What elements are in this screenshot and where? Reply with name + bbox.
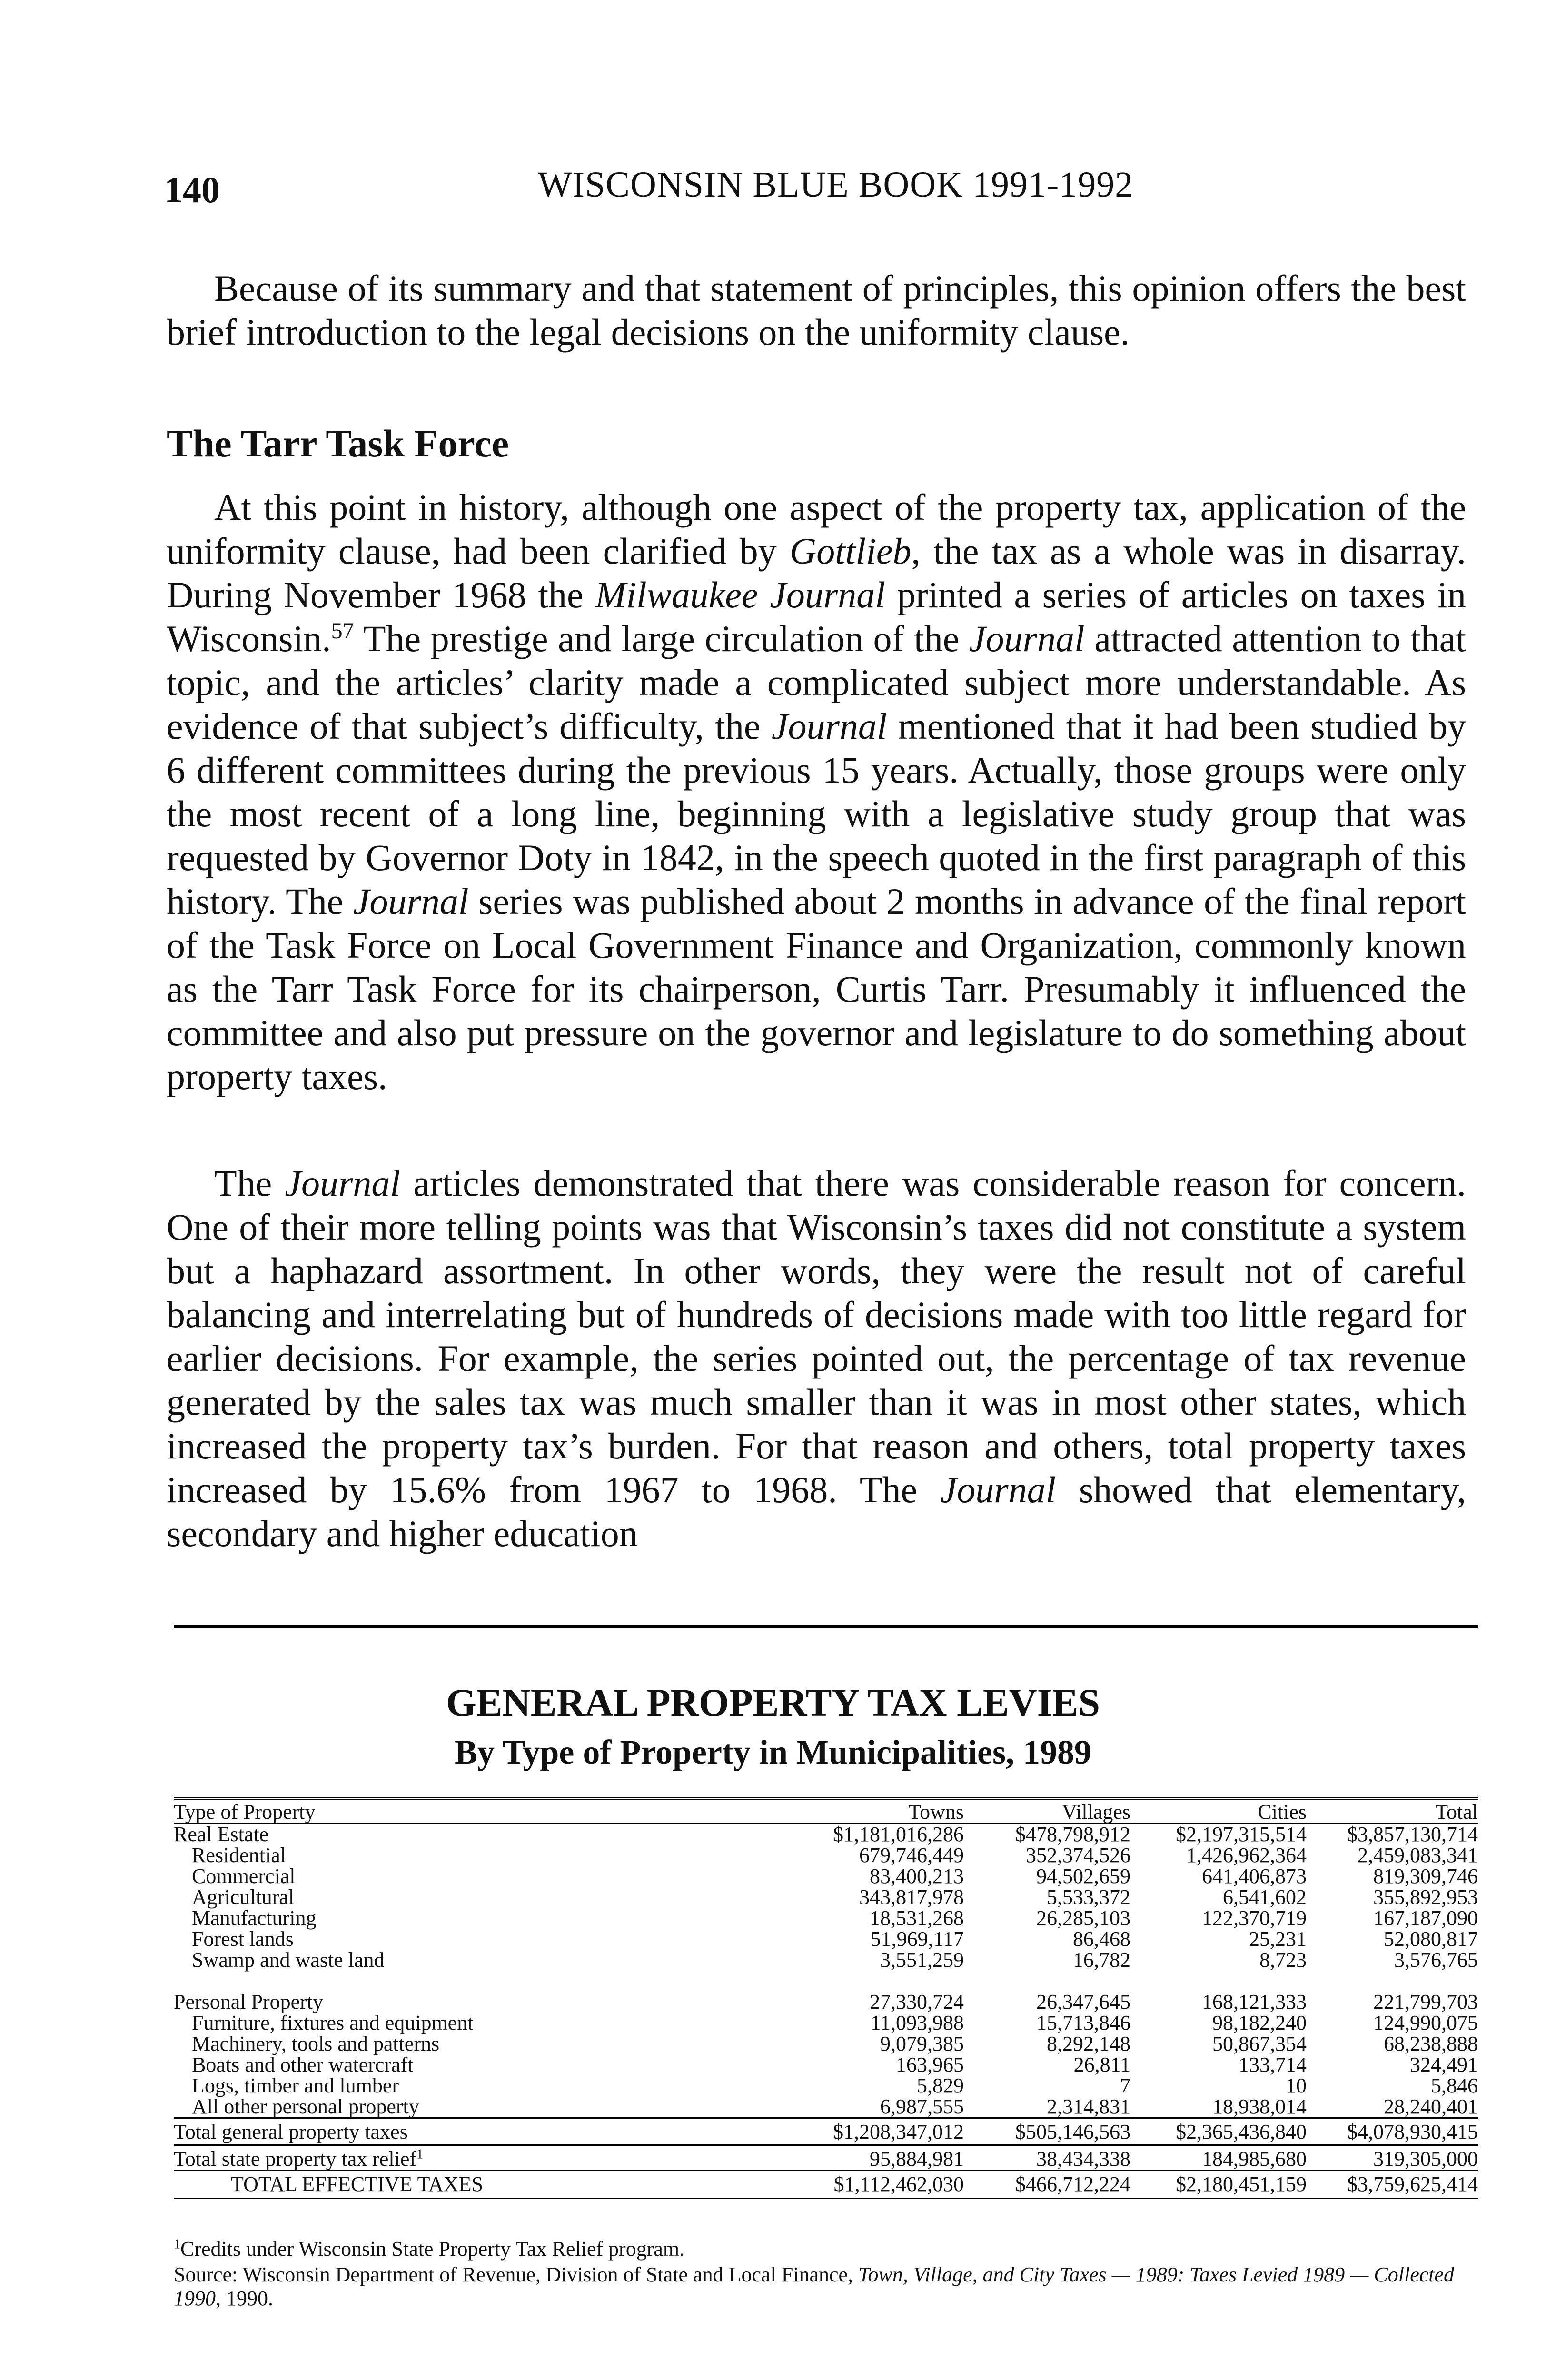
table-row: Residential 679,746,449 352,374,526 1,426,962,364 2,459,083,341 [192,1844,1478,1867]
table-row: All other personal property 6,987,555 2,314,831 18,938,014 28,240,401 [192,2095,1478,2118]
total-relief-row: Total state property tax relief$^1$ 95,884,981 38,434,338 184,985,680 319,305,000 [174,2145,1478,2171]
table-footnote: $^1$Credits under Wisconsin State Property Tax Relief program. [174,2237,685,2261]
col-header-towns: Towns [793,1798,964,1824]
table-spacer [174,1971,1478,1992]
body-paragraph-1: At this point in history, although one aspect of the property tax, application of the uniformity clause, had been clarified by Gottlieb, the tax as a whole was in disarray. During November 1968 the Milwaukee Journal printed a series of articles on taxes in Wisconsin.$^{57}$ The prestige and large circulation of the Journal attracted attention to that topic, and the articles’ clarity made a complicated subject more understandable. As evidence of that subject’s difficulty, the Journal mentioned that it had been studied by 6 different committees during the previous 15 years. Actually, those groups were only the most recent of a long line, beginning with a legislative study group that was requested by Governor Doty in 1842, in the speech quoted in the first paragraph of this history. The Journal series was published about 2 months in advance of the final report of the Task Force on Local Government Finance and Organization, commonly known as the Tarr Task Force for its chairperson, Curtis Tarr. Presumably it influenced the committee and also put pressure on the governor and legislature to do something about property taxes. [167,486,1466,1097]
section-heading: The Tarr Task Force [167,422,509,465]
total-general-row: Total general property taxes $1,208,347,012 $505,146,563 $2,365,436,840 $4,078,930,415 [174,2118,1478,2145]
table-header-row [174,1798,1478,1824]
table-top-rule [174,1625,1478,1628]
table-row: Machinery, tools and patterns 9,079,385 8,292,148 50,867,354 68,238,888 [192,2032,1478,2055]
table-row: Logs, timber and lumber 5,829 7 10 5,846 [192,2074,1478,2097]
intro-paragraph: Because of its summary and that statement of principles, this opinion offers the best brief introduction to the legal decisions on the uniformity clause. [167,268,1466,353]
tax-levies-table [174,1797,1478,2199]
col-header-total: Total [1307,1798,1478,1824]
table-source: Source: Wisconsin Department of Revenue, Division of State and Local Finance, Town, Village, and City Taxes — 1989: Taxes Levied 1989 — Collected 1990, 1990. [174,2263,1454,2310]
footnote-ref-57: 57 [331,618,354,644]
table-row: Agricultural 343,817,978 5,533,372 6,541,602 355,892,953 [192,1885,1478,1909]
table-row: Personal Property 27,330,724 26,347,645 168,121,333 221,799,703 [174,1990,1478,2013]
table-row: Manufacturing 18,531,268 26,285,103 122,370,719 167,187,090 [192,1906,1478,1930]
table-row: Forest lands 51,969,117 86,468 25,231 52,080,817 [192,1927,1478,1951]
body-paragraph-2: The Journal articles demonstrated that there was considerable reason for concern. One of their more telling points was that Wisconsin’s taxes did not constitute a system but a haphazard assortment. In other words, they were the result not of careful balancing and interrelating but of hundreds of decisions made with too little regard for earlier decisions. For example, the series pointed out, the percentage of tax revenue generated by the sales tax was much smaller than it was in most other states, which increased the property tax’s burden. For that reason and others, total property taxes increased by 15.6% from 1967 to 1968. The Journal showed that elementary, secondary and higher education [167,1162,1467,1554]
running-head: WISCONSIN BLUE BOOK 1991-1992 [538,165,1134,205]
table-row: Furniture, fixtures and equipment 11,093,988 15,713,846 98,182,240 124,990,075 [192,2011,1478,2034]
table-row: Swamp and waste land 3,551,259 16,782 8,723 3,576,765 [192,1948,1478,1972]
table-row: Boats and other watercraft 163,965 26,811 133,714 324,491 [192,2053,1478,2076]
table-row: Real Estate $1,181,016,286 $478,798,912 $2,197,315,514 $3,857,130,714 [174,1823,1478,1846]
col-header-type: Type of Property [174,1798,793,1824]
total-effective-row: TOTAL EFFECTIVE TAXES $1,112,462,030 $466,712,224 $2,180,451,159 $3,759,625,414 [174,2171,1478,2199]
table-title: GENERAL PROPERTY TAX LEVIES [446,1681,1100,1724]
col-header-cities: Cities [1130,1798,1307,1824]
table-subtitle: By Type of Property in Municipalities, 1989 [454,1733,1091,1771]
table-row: Commercial 83,400,213 94,502,659 641,406,873 819,309,746 [192,1864,1478,1888]
col-header-villages: Villages [964,1798,1130,1824]
page-number: 140 [164,169,220,210]
